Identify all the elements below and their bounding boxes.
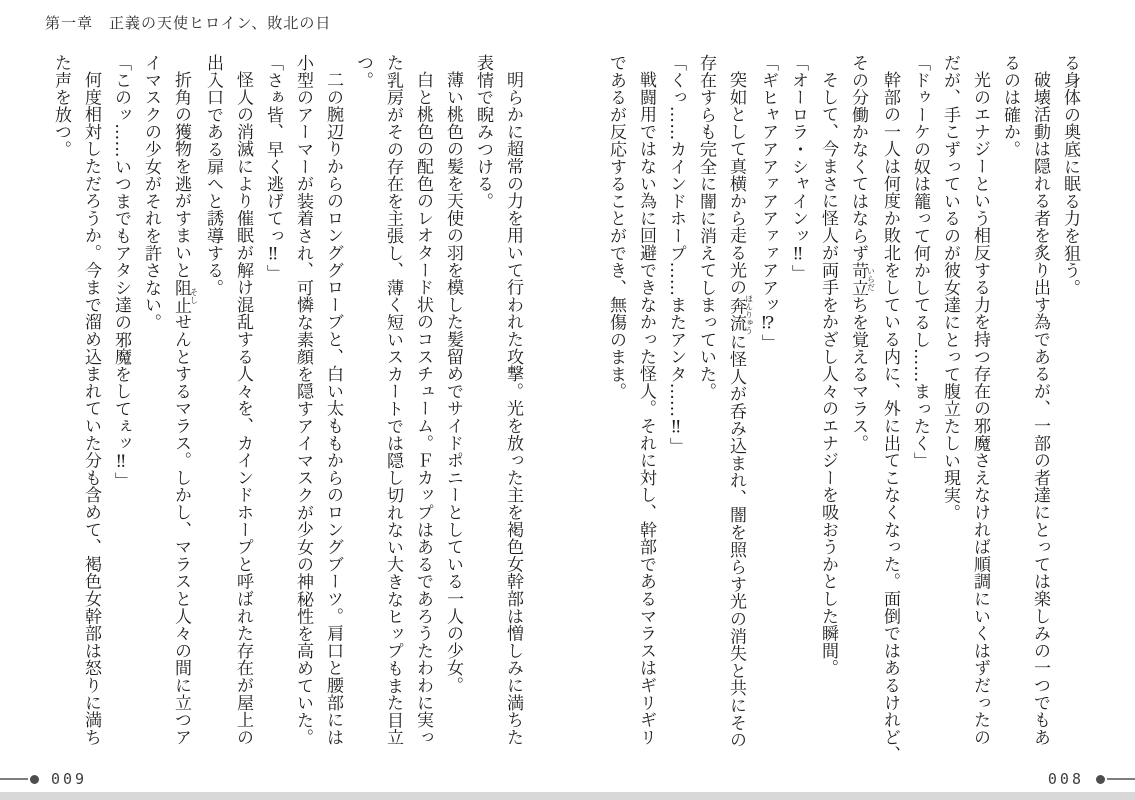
text-line: 何度相対しただろうか。今まで溜め込まれていた分も含めて、褐色女幹部は怒りに満ち <box>81 71 101 746</box>
right-page-text <box>605 54 1085 763</box>
text-line: 幹部の一人は何度か敗北をしている内に、外に出てこなくなった。面倒ではあるけれど、 <box>880 71 900 763</box>
footer-bullet-icon <box>30 775 39 784</box>
text-line: るのは確か。 <box>1000 54 1020 158</box>
text-line: 折角の獲物を逃がすまいと阻止そしせんとするマラス。しかし、マラスと人々の間に立つア <box>171 71 199 746</box>
left-page-footer <box>0 770 97 788</box>
text-line: た声を放つ。 <box>51 54 71 158</box>
text-line: 白と桃色の配色のレオタード状のコスチューム。Ｆカップはあるであろうたわわに実っ <box>413 71 433 746</box>
bottom-edge-strip <box>0 792 1135 800</box>
text-line: 「このッ……いつまでもアタシ達の邪魔をしてぇッ‼」 <box>111 54 131 490</box>
text-line: 表情で睨みつける。 <box>473 54 493 210</box>
text-line: 小型のアーマーが装着され、可憐な素顔を隠すアイマスクが少女の神秘性を高めていた。 <box>293 54 313 746</box>
left-page-number: 009 <box>51 770 88 788</box>
text-line: そして、今まさに怪人が両手をかざし人々のエナジーを吸おうかとした瞬間。 <box>818 71 838 677</box>
text-line: イマスクの少女がそれを許さない。 <box>141 54 161 331</box>
footer-rule-left <box>0 778 28 780</box>
text-line: 存在すらも完全に闇に消えてしまっていた。 <box>696 54 716 400</box>
text-line: 明らかに超常の力を用いて行われた攻撃。光を放った主を褐色女幹部は憎しみに満ちた <box>503 71 523 746</box>
text-line: 戦闘用ではない為に回避できなかった怪人。それに対し、幹部であるマラスはギリギリ <box>636 71 656 746</box>
text-line: 「ドゥーケの奴は籠って何かしてるし……まったく」 <box>910 54 930 470</box>
text-line: 出入口である扉へと誘導する。 <box>203 54 223 297</box>
text-line: つ。 <box>353 54 373 89</box>
left-page-text <box>48 54 528 756</box>
text-line: 「オーロラ・シャインッ‼」 <box>788 54 808 282</box>
text-line: た乳房がその存在を主張し、薄く短いスカートでは隠し切れない大きなヒップもまた目立 <box>383 54 403 746</box>
text-line: 怪人の消滅により催眠が解け混乱する人々を、カインドホープと呼ばれた存在が屋上の <box>233 71 253 746</box>
text-line: 光のエナジーという相反する力を持つ存在の邪魔さえなければ順調にいくはずだったの <box>970 71 990 746</box>
text-line: 「くっ……カインドホープ……またアンタ……‼」 <box>666 54 686 455</box>
text-line: 薄い桃色の髪を天使の羽を模した髪留めでサイドポニーとしている一人の少女。 <box>443 71 463 694</box>
text-line: 突如として真横から走る光の奔流ほんりゅうに怪人が呑み込まれ、闇を照らす光の消失と共にその <box>726 71 754 749</box>
text-line: 「ギヒャアアアァアアァァアアッ⁉」 <box>758 54 778 352</box>
text-line: だが、手こずっているのが彼女達にとって腹立たしい現実。 <box>940 54 960 522</box>
text-line: 二の腕辺りからのロンググローブと、白い太ももからのロングブーツ。肩口と腰部には <box>323 71 343 746</box>
text-line: であるが反応することができ、無傷のまま。 <box>606 54 626 400</box>
right-page-number: 008 <box>1047 770 1084 788</box>
text-line: その分働かなくてはならず苛立いらだちを覚えるマラス。 <box>848 54 876 452</box>
footer-bullet-icon <box>1096 775 1105 784</box>
chapter-header: 第一章 正義の天使ヒロイン、敗北の日 <box>45 14 332 32</box>
text-line: る身体の奥底に眠る力を狙う。 <box>1060 54 1080 297</box>
text-line: 「さぁ皆、早く逃げてっ‼」 <box>263 54 283 282</box>
footer-rule-right <box>1107 778 1135 780</box>
right-page-footer <box>1038 770 1135 788</box>
text-line: 破壊活動は隠れる者を炙り出す為であるが、一部の者達にとっては楽しみの一つでもあ <box>1030 71 1050 746</box>
